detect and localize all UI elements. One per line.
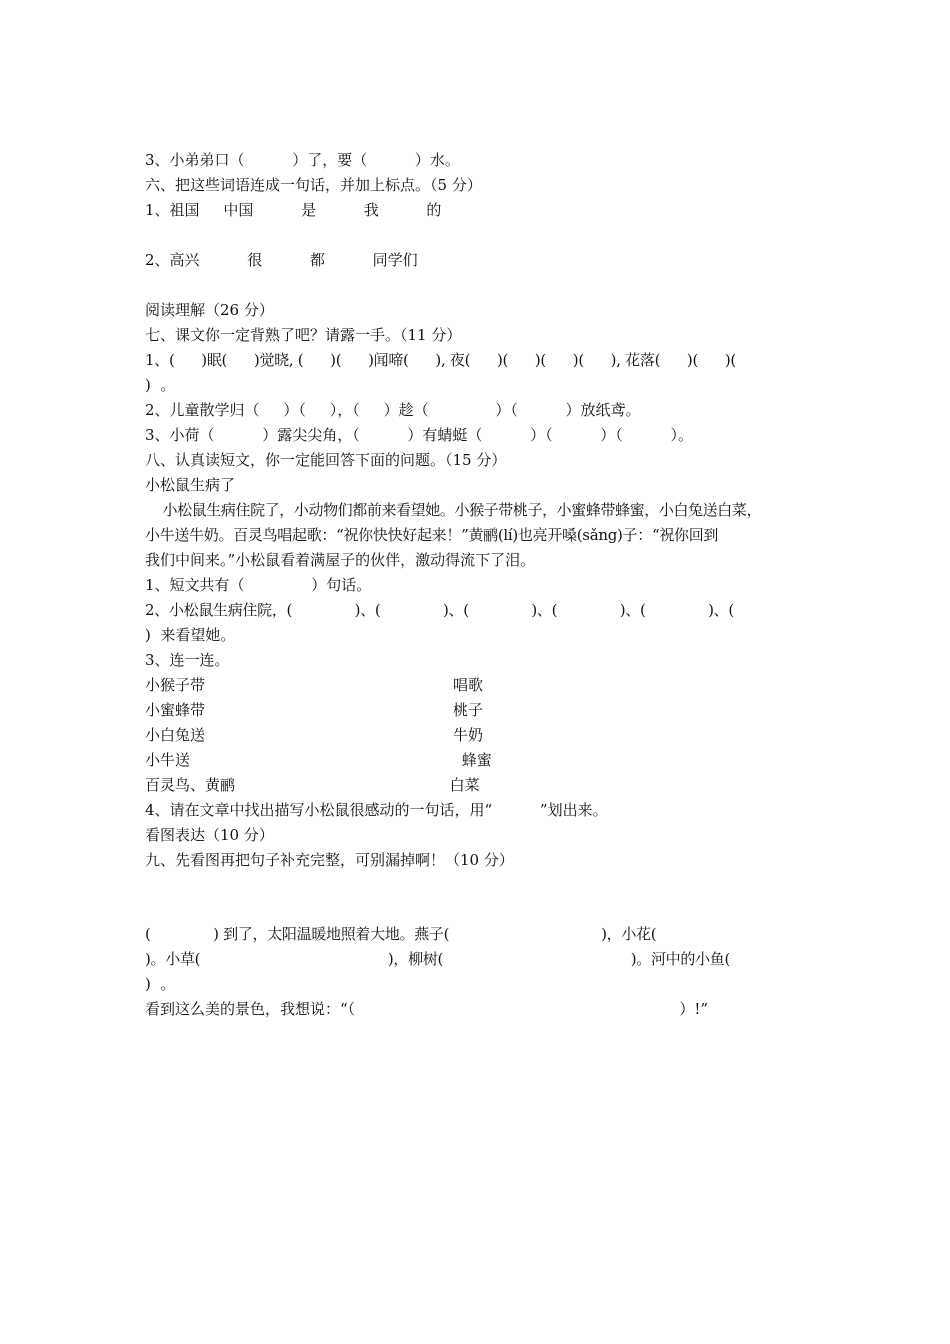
q8-item-4: 4、请在文章中找出描写小松鼠很感动的一句话，用“ ”划出来。	[145, 801, 608, 819]
q9-line-2: )。小草( )，柳树( )。河中的小鱼(	[145, 950, 731, 968]
q9-line-1: ( ) 到了，太阳温暖地照着大地。燕子( )，小花(	[145, 925, 657, 943]
section-8-heading: 八、认真读短文，你一定能回答下面的问题。（15 分）	[145, 451, 507, 469]
q7-item-3: 3、小荷（ ）露尖尖角，（ ）有蜻蜓（ ）（ ）（ ）。	[145, 426, 693, 444]
section-9-heading: 九、先看图再把句子补充完整，可别漏掉啊！（10 分）	[145, 851, 514, 869]
passage-line-3: 我们中间来。”小松鼠看着满屋子的伙伴，激动得流下了泪。	[145, 551, 536, 569]
q7-item-1: 1、( )眠( )觉晓, ( )( )闻啼( ), 夜( )( )( )( ), 花落( )( )(	[145, 351, 736, 369]
match-row-4: 小牛送 蜂蜜	[145, 751, 492, 769]
q8-item-3: 3、连一连。	[145, 651, 230, 669]
passage-line-1: 小松鼠生病住院了，小动物们都前来看望她。小猴子带桃子，小蜜蜂带蜂蜜，小白兔送白菜，	[145, 501, 762, 519]
match-row-3: 小白兔送 牛奶	[145, 726, 483, 744]
q9-line-4: 看到这么美的景色，我想说：“（ ）!”	[145, 1000, 709, 1018]
q8-item-2-cont: ) 来看望她。	[145, 626, 236, 644]
q8-item-2: 2、小松鼠生病住院，( )、( )、( )、( )、( )、(	[145, 601, 734, 619]
q8-item-1: 1、短文共有（ ）句话。	[145, 576, 372, 594]
q5-item-3: 3、小弟弟口（ ）了，要（ ）水。	[145, 151, 460, 169]
passage-line-2: 小牛送牛奶。百灵鸟唱起歌：“祝你快快好起来！”黄鹂(lí)也亮开嗓(sǎng)子：“祝你回到	[145, 526, 719, 544]
q6-item-2: 2、高兴 很 都 同学们	[145, 251, 418, 269]
q7-item-2: 2、儿童散学归（ ）（ ），（ ）趁（ ）（ ）放纸鸢。	[145, 401, 641, 419]
section-6-heading: 六、把这些词语连成一句话，并加上标点。（5 分）	[145, 176, 482, 194]
q6-item-1: 1、祖国 中国 是 我 的	[145, 201, 442, 219]
reading-heading: 阅读理解（26 分）	[145, 301, 274, 319]
passage-title: 小松鼠生病了	[145, 476, 236, 494]
match-row-1: 小猴子带 唱歌	[145, 676, 483, 694]
match-row-5: 百灵鸟、黄鹂 白菜	[145, 776, 480, 794]
q9-line-3: ) 。	[145, 975, 176, 993]
picture-heading: 看图表达（10 分）	[145, 826, 274, 844]
section-7-heading: 七、课文你一定背熟了吧？请露一手。（11 分）	[145, 326, 462, 344]
match-row-2: 小蜜蜂带 桃子	[145, 701, 483, 719]
q7-item-1-cont: ) 。	[145, 376, 176, 394]
